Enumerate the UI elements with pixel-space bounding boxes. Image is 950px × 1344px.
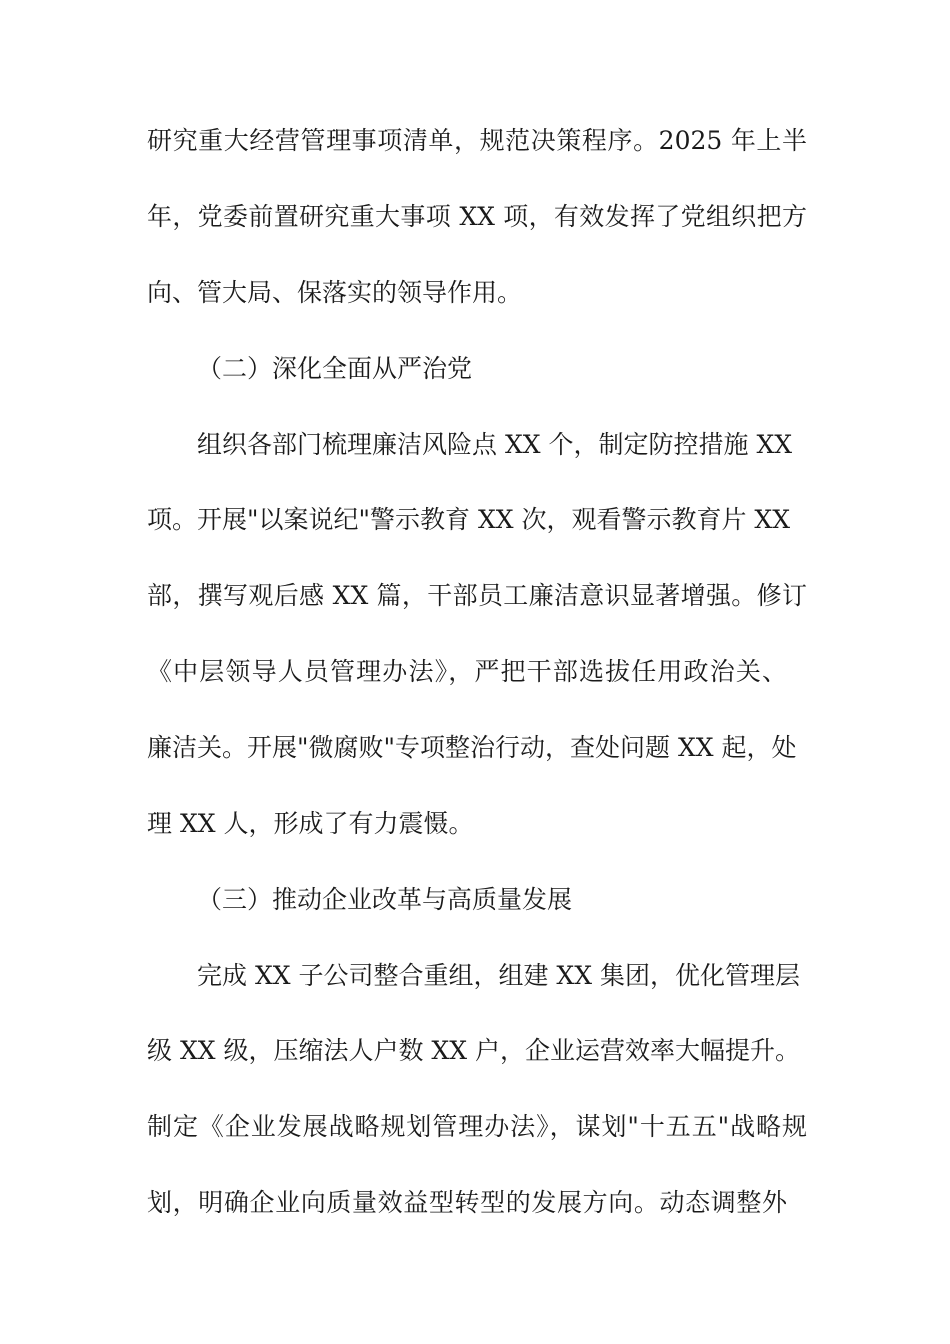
section-heading-3: （三）推动企业改革与高质量发展 [197, 885, 573, 914]
section-heading-2: （二）深化全面从严治党 [197, 354, 473, 383]
paragraph-line: 向、管大局、保落实的领导作用。 [147, 278, 523, 307]
paragraph-line: 《中层领导人员管理办法》，严把干部选拔任用政治关、 [147, 657, 787, 686]
paragraph-line: 组织各部门梳理廉洁风险点 XX 个，制定防控措施 XX [197, 430, 793, 459]
paragraph-line: 级 XX 级，压缩法人户数 XX 户，企业运营效率大幅提升。 [147, 1036, 800, 1065]
paragraph-line: 年，党委前置研究重大事项 XX 项，有效发挥了党组织把方 [147, 202, 807, 231]
paragraph-line: 完成 XX 子公司整合重组，组建 XX 集团，优化管理层 [197, 961, 800, 990]
paragraph-line: 划，明确企业向质量效益型转型的发展方向。动态调整外 [147, 1188, 787, 1217]
paragraph-line: 廉洁关。开展"微腐败"专项整治行动，查处问题 XX 起，处 [147, 733, 797, 762]
paragraph-line: 理 XX 人，形成了有力震慑。 [147, 809, 474, 838]
paragraph-line: 部，撰写观后感 XX 篇，干部员工廉洁意识显著增强。修订 [147, 581, 807, 610]
paragraph-line: 项。开展"以案说纪"警示教育 XX 次，观看警示教育片 XX [147, 505, 791, 534]
paragraph-line: 研究重大经营管理事项清单，规范决策程序。2025 年上半 [147, 126, 807, 155]
paragraph-line: 制定《企业发展战略规划管理办法》，谋划"十五五"战略规 [147, 1112, 807, 1141]
